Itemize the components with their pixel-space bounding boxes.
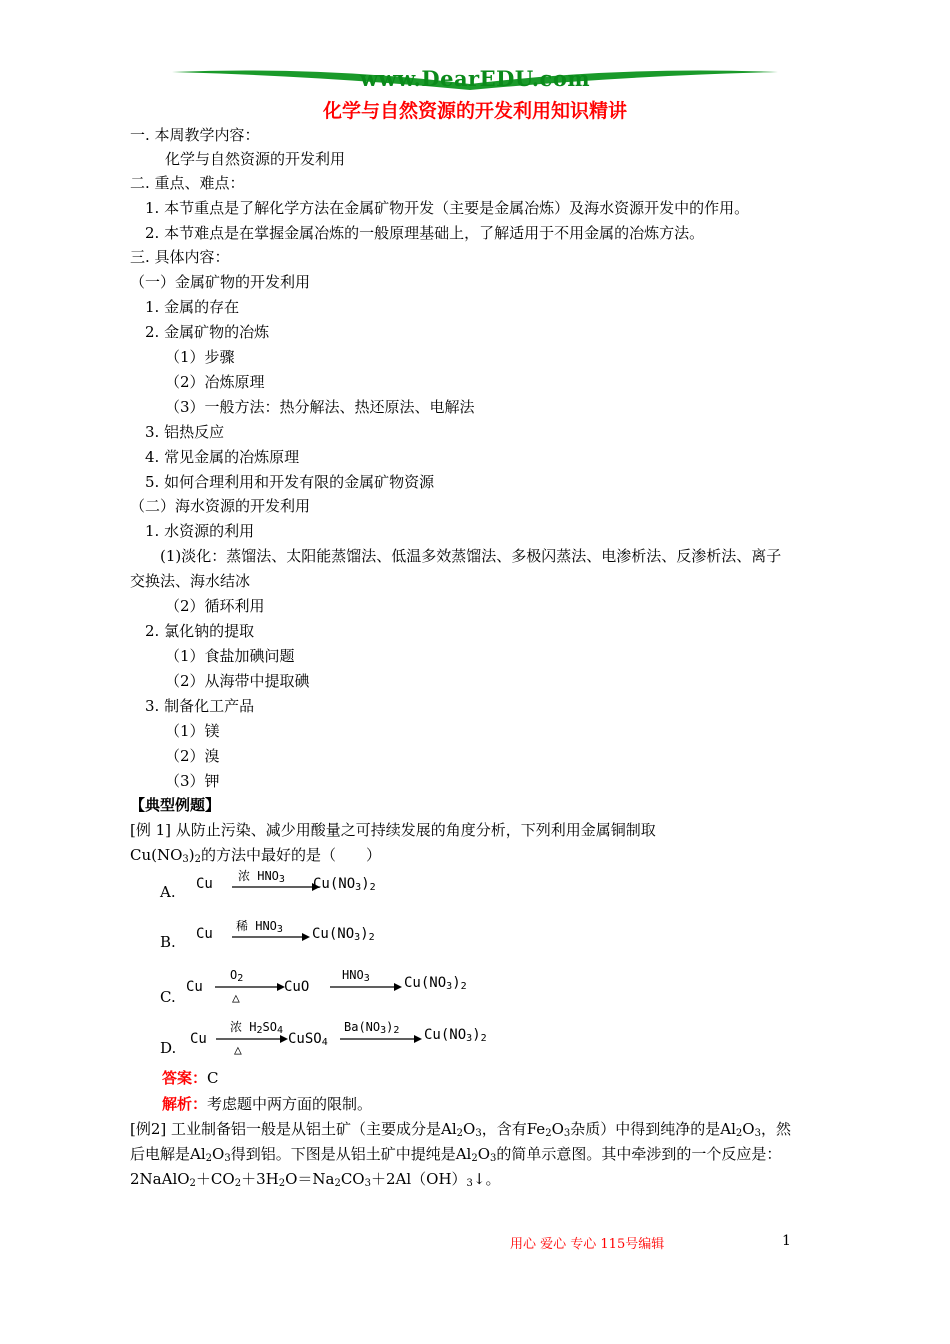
reactant: Cu	[196, 876, 213, 892]
outline-line: (1)淡化：蒸馏法、太阳能蒸馏法、低温多效蒸馏法、多极闪蒸法、电渗析法、反渗析法、离子	[160, 547, 782, 565]
product: $Cu(NO_3)_2$	[312, 926, 375, 943]
reaction-arrow-icon	[232, 932, 322, 942]
outline-line: （1）镁	[165, 722, 220, 740]
document-title: 化学与自然资源的开发利用知识精讲	[322, 100, 627, 122]
reagent: 浓 $HNO_3$	[238, 869, 285, 885]
outline-line: （一）金属矿物的开发利用	[130, 273, 311, 291]
reagent: $O_2$	[230, 968, 244, 984]
page-number: 1	[782, 1233, 791, 1249]
site-banner	[170, 62, 780, 92]
outline-line: 1. 水资源的利用	[145, 522, 255, 540]
reactant: Cu	[196, 926, 213, 942]
outline-line: 1. 本节重点是了解化学方法在金属矿物开发（主要是金属冶炼）及海水资源开发中的作用。	[145, 199, 750, 217]
product: $Cu(NO_3)_2$	[424, 1027, 487, 1044]
reactant: Cu	[190, 1031, 207, 1047]
reagent: 稀 $HNO_3$	[236, 919, 283, 935]
answer-line	[162, 1068, 219, 1088]
intermediate: CuO	[284, 979, 310, 995]
analysis-label: 解析：	[162, 1095, 208, 1113]
outline-line: （2）循环利用	[165, 597, 265, 615]
outline-line: 三. 具体内容：	[130, 248, 230, 266]
outline-line: 一. 本周教学内容：	[130, 126, 260, 144]
outline-line: 3. 制备化工产品	[145, 697, 255, 715]
example2-line: [例2] 工业制备铝一般是从铝土矿（主要成分是$Al_2O_3$，含有$Fe_2O_3$杂质）中得到纯净的是$Al_2O_3$，然	[130, 1120, 791, 1139]
reagent: $Ba(NO_3)_2$	[344, 1020, 400, 1036]
product: $Cu(NO_3)_2$	[404, 975, 467, 992]
reaction-arrow-icon	[216, 1034, 296, 1044]
outline-line: 交换法、海水结冰	[130, 572, 251, 590]
footer-note: 用心 爱心 专心 115号编辑	[510, 1237, 665, 1252]
reagent: $HNO_3$	[342, 968, 370, 984]
product: $Cu(NO_3)_2$	[313, 876, 376, 893]
example1-question: [例 1] 从防止污染、减少用酸量之可持续发展的角度分析，下列利用金属铜制取	[130, 821, 656, 839]
reaction-arrow-icon	[232, 882, 322, 892]
example1-question-cont: $Cu(NO_3)_2$的方法中最好的是（ ）	[130, 846, 382, 865]
outline-line: 二. 重点、难点：	[130, 174, 245, 192]
outline-line: （2）溴	[165, 747, 220, 765]
analysis-line	[162, 1094, 372, 1114]
reaction-arrow-icon	[330, 982, 410, 992]
option-label: A.	[160, 883, 176, 901]
example2-line: 后电解是$Al_2O_3$得到铝。下图是从铝土矿中提纯是$Al_2O_3$的简单示意图。其中牵涉到的一个反应是：	[130, 1145, 782, 1164]
option-label: D.	[160, 1039, 177, 1057]
example2-equation: $2NaAlO_2+CO_2+3H_2O=Na_2CO_3+2Al(OH)_3↓$。	[130, 1170, 501, 1189]
outline-line: （1）食盐加碘问题	[165, 647, 295, 665]
outline-line: 2. 金属矿物的冶炼	[145, 323, 270, 341]
outline-line: 化学与自然资源的开发利用	[165, 150, 346, 168]
outline-line: （3）一般方法：热分解法、热还原法、电解法	[165, 398, 475, 416]
intermediate: CuSO$_4$	[288, 1031, 328, 1048]
outline-line: 4. 常见金属的冶炼原理	[145, 448, 300, 466]
outline-line: 2. 氯化钠的提取	[145, 622, 255, 640]
outline-line: （二）海水资源的开发利用	[130, 497, 311, 515]
condition: △	[234, 1043, 242, 1058]
reagent: 浓 $H_2SO_4$	[230, 1020, 283, 1036]
site-name[interactable]: www.DearEDU.com	[359, 66, 591, 91]
option-label: C.	[160, 988, 176, 1006]
reaction-arrow-icon	[340, 1034, 430, 1044]
reaction-arrow-icon	[215, 982, 295, 992]
outline-line: 1. 金属的存在	[145, 298, 240, 316]
outline-line: 2. 本节难点是在掌握金属冶炼的一般原理基础上，了解适用于不用金属的冶炼方法。	[145, 224, 705, 242]
outline-line: （2）从海带中提取碘	[165, 672, 310, 690]
condition: △	[232, 991, 240, 1006]
outline-line: （3）钾	[165, 772, 220, 790]
answer-label: 答案：	[162, 1069, 208, 1087]
answer-value: C	[207, 1069, 219, 1087]
outline-line: 3. 铝热反应	[145, 423, 225, 441]
examples-heading: 【典型例题】	[130, 796, 221, 814]
analysis-text: 考虑题中两方面的限制。	[207, 1095, 373, 1113]
reactant: Cu	[186, 979, 203, 995]
outline-line: 5. 如何合理利用和开发有限的金属矿物资源	[145, 473, 435, 491]
outline-line: （2）冶炼原理	[165, 373, 265, 391]
option-label: B.	[160, 933, 176, 951]
outline-line: （1）步骤	[165, 348, 235, 366]
